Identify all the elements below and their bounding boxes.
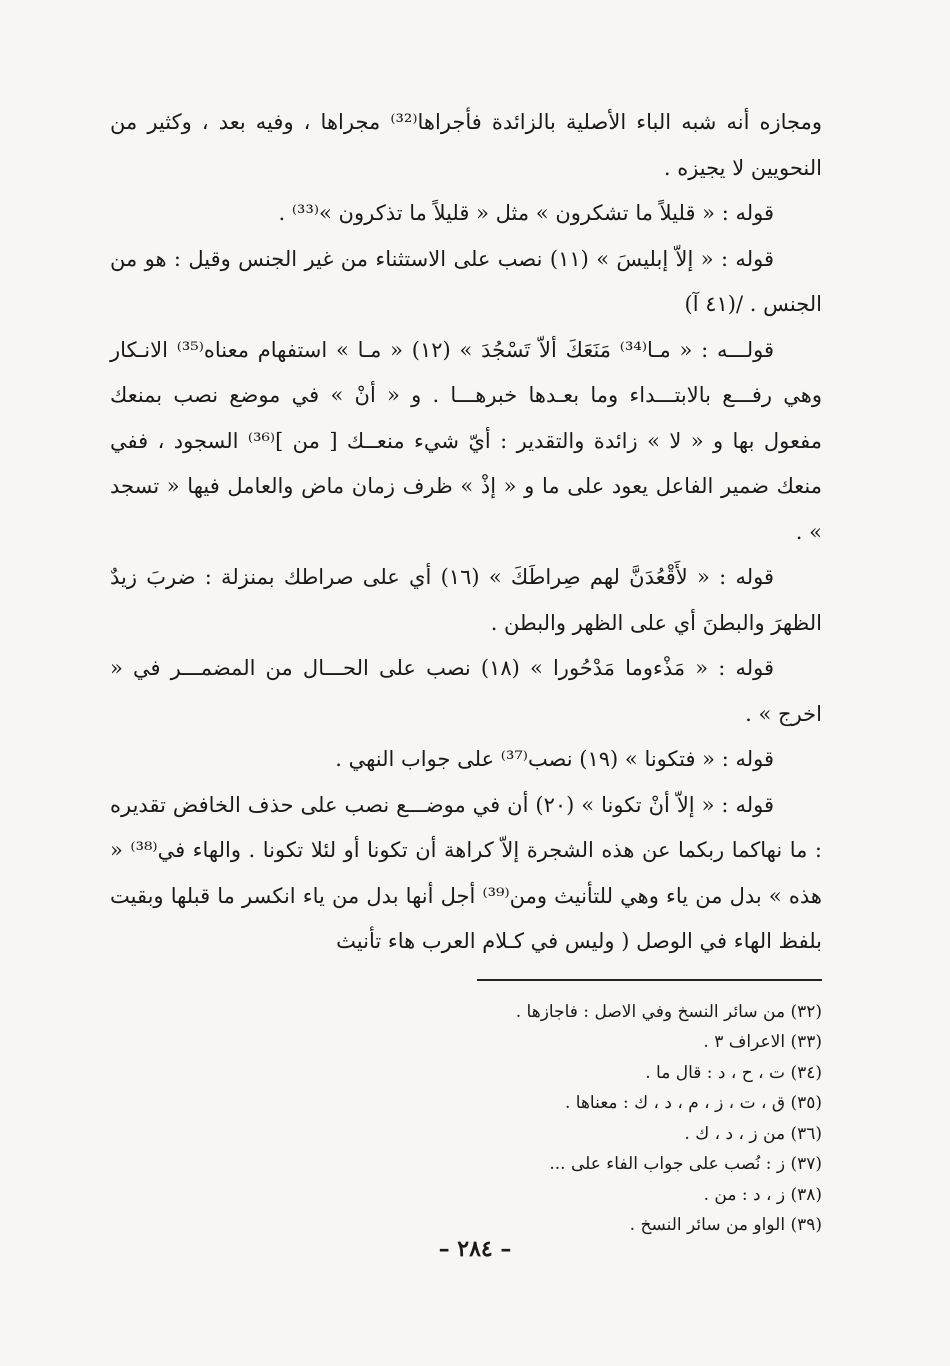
paragraph-6: قوله : « مَذْءوما مَدْحُورا » (١٨) نصب على الحـــال من المضمـــر في « اخرج » . — [110, 656, 822, 726]
paragraph-8: قوله : « إلاّ أنْ تكونا » (٢٠) أن في موضـــع نصب على حذف الخافض تقديره : ما نهاكما ربكما عن هذه الشجرة إلاّ كراهة أن تكونا أو لئلا تكونا . والهاء في⁽³⁸⁾ « هذه » بدل من ياء وهي للتأنيث ومن⁽³⁹⁾ أجل أنها بدل من ياء انكسر ما قبلها وبقيت بلفظ الهاء في الوصل ( وليس في كـلام العرب هاء تأنيث — [110, 792, 823, 953]
footnote-32: (٣٢) من سائر النسخ وفي الاصل : فاجازها . — [515, 1001, 822, 1022]
main-text — [110, 100, 822, 965]
paragraph-3: قوله : « إلاّ إبليسَ » (١١) نصب على الاستثناء من غير الجنس وقيل : هو من الجنس . /(٤١ آ) — [110, 246, 822, 316]
footnote-33: (٣٣) الاعراف ٣ . — [703, 1032, 822, 1052]
footnote-34: (٣٤) ت ، ح ، د : قال ما . — [645, 1062, 822, 1083]
footnote-37: (٣٧) ز : نُصب على جواب الفاء على ... — [549, 1154, 822, 1174]
footnote-divider — [477, 979, 822, 981]
footnote-35: (٣٥) ق ، ت ، ز ، م ، د ، ك : معناها . — [564, 1093, 822, 1113]
footnotes — [110, 997, 822, 1241]
paragraph-5: قوله : « لأَقْعُدَنَّ لهم صِراطَكَ » (١٦) أي على صراطك بمنزلة : ضربَ زيدٌ الظهرَ والبطنَ أي على الظهر والبطن . — [110, 565, 822, 635]
page-number: – ٢٨٤ – — [438, 1236, 512, 1262]
footnote-38: (٣٨) ز ، د : من . — [703, 1184, 822, 1205]
paragraph-4: قولـــه : « مـا⁽³⁴⁾ مَنَعَكَ ألاّ تَسْجُدَ » (١٢) « مـا » استفهام معناه⁽³⁵⁾ الانـكار وهي رفـــع بالابتـــداء وما بعـدها خبرهـــا . و « أنْ » في موضع نصب بمنعك مفعول بها و « لا » زائدة والتقدير : أيّ شيء منعــك [ من ]⁽³⁶⁾ السجود ، ففي منعك ضمير الفاعل يعود على ما و « إذْ » ظرف زمان ماض والعامل فيها « تسجد » . — [110, 337, 822, 544]
page — [110, 100, 822, 1280]
footnote-39: (٣٩) الواو من سائر النسخ . — [629, 1215, 822, 1235]
paragraph-7: قوله : « فتكونا » (١٩) نصب⁽³⁷⁾ على جواب النهي . — [335, 747, 774, 771]
paragraph-1: ومجازه أنه شبه الباء الأصلية بالزائدة فأجراها⁽³²⁾ مجراها ، وفيه بعد ، وكثير من النحويين لا يجيزه . — [110, 110, 823, 180]
paragraph-2: قوله : « قليلاً ما تشكرون » مثل « قليلاً ما تذكرون »⁽³³⁾ . — [278, 201, 774, 225]
footnote-36: (٣٦) من ز ، د ، ك . — [684, 1123, 822, 1144]
